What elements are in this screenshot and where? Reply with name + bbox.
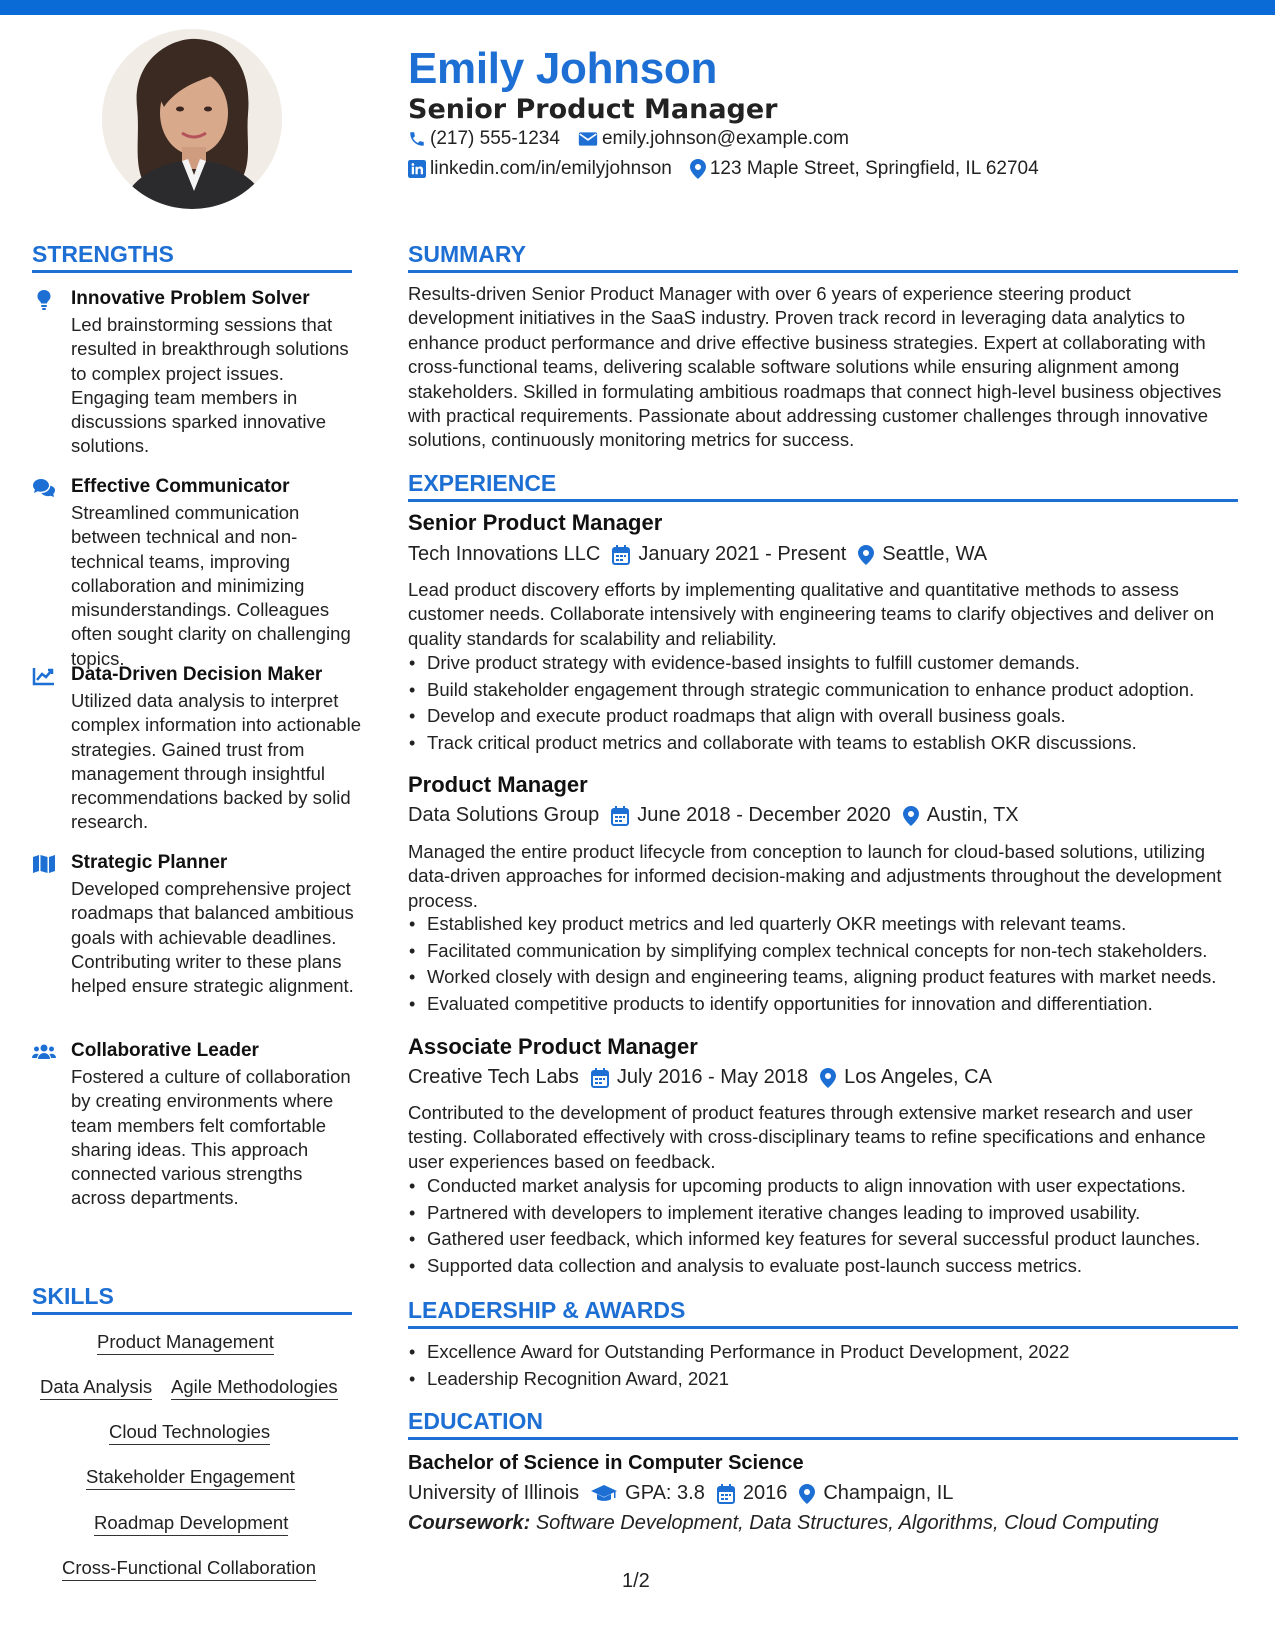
education-meta: [408, 1482, 953, 1505]
job-description: Contributed to the development of product features through extensive market research and user testing. Collaborated effectively with cross-disciplinary teams to refine specifications and enhance user experiences based on feedback.: [408, 1102, 1206, 1172]
chat-bubbles-icon: [32, 478, 56, 498]
strength-title: Data-Driven Decision Maker: [71, 664, 323, 685]
job-bullet: • Develop and execute product roadmaps that align with overall business goals.: [408, 704, 1258, 731]
strength-title: Innovative Problem Solver: [71, 288, 310, 309]
award-item: • Leadership Recognition Award, 2021: [408, 1367, 1258, 1394]
award-item: • Excellence Award for Outstanding Performance in Product Development, 2022: [408, 1340, 1258, 1367]
address-item: [690, 158, 1039, 180]
job-description: Lead product discovery efforts by implementing qualitative and quantitative methods to assess customer needs. Collaborate intensively with engineering teams to clarify objectives and deliver on quality standards for scalability and reliability.: [408, 579, 1215, 649]
awards-heading: LEADERSHIP & AWARDS: [408, 1297, 1238, 1329]
contact-row-1: [408, 128, 867, 150]
job-title: Senior Product Manager: [408, 510, 663, 535]
linkedin-icon: [408, 160, 426, 178]
job-description: Managed the entire product lifecycle from conception to launch for cloud-based solutions, utilizing data-driven approaches for informed decision-making and adjustments throughout the development process.: [408, 841, 1222, 911]
linkedin-item[interactable]: [408, 158, 672, 180]
job-location: Austin, TX: [926, 804, 1019, 826]
summary-heading: SUMMARY: [408, 241, 1238, 273]
strength-title: Collaborative Leader: [71, 1040, 259, 1061]
location-pin-icon: [820, 1068, 836, 1088]
job-bullet: • Build stakeholder engagement through strategic communication to enhance product adoption.: [408, 678, 1258, 705]
job-meta: [408, 1066, 992, 1089]
strength-title: Strategic Planner: [71, 852, 228, 873]
phone-text: (217) 555-1234: [430, 128, 560, 149]
phone-item[interactable]: [408, 128, 560, 150]
map-icon: [32, 854, 56, 874]
skill-tag: Cross-Functional Collaboration: [62, 1557, 316, 1581]
strength-description: Led brainstorming sessions that resulted in breakthrough solutions to complex project issues. Engaging team members in discussions sparked innovative solutions.: [71, 314, 349, 457]
degree: Bachelor of Science in Computer Science: [408, 1452, 804, 1474]
graduation-cap-icon: [591, 1485, 617, 1503]
job-bullets: [408, 1174, 1258, 1281]
strength-description: Utilized data analysis to interpret complex information into actionable strategies. Gained trust from management through insightful recommendations backed by solid research.: [71, 690, 361, 833]
company-name: Creative Tech Labs: [408, 1066, 579, 1088]
strength-description: Fostered a culture of collaboration by creating environments where team members felt comfortable sharing ideas. This approach connected various strengths across departments.: [71, 1066, 351, 1209]
job-location: Seattle, WA: [882, 543, 988, 565]
company-name: Data Solutions Group: [408, 804, 600, 826]
job-dates: June 2018 - December 2020: [637, 804, 891, 826]
skill-tag: Stakeholder Engagement: [86, 1466, 295, 1490]
job-bullet: • Supported data collection and analysis to evaluate post-launch success metrics.: [408, 1254, 1258, 1281]
skill-tag: Agile Methodologies: [171, 1376, 338, 1400]
coursework-label: Coursework:: [408, 1512, 531, 1534]
phone-icon: [408, 130, 426, 148]
top-accent-bar: [0, 0, 1275, 15]
strength-item: [32, 476, 352, 669]
school-name: University of Illinois: [408, 1482, 580, 1504]
strength-item: [32, 852, 352, 1022]
skill-tag: Product Management: [97, 1331, 274, 1355]
email-icon: [578, 131, 598, 147]
users-icon: [32, 1042, 56, 1062]
job-bullet: • Facilitated communication by simplifying complex technical concepts for non-tech stakeholders.: [408, 939, 1258, 966]
linkedin-text: linkedin.com/in/emilyjohnson: [430, 158, 672, 179]
line-chart-icon: [32, 666, 56, 686]
calendar-icon: [717, 1484, 735, 1504]
strength-description: Developed comprehensive project roadmaps that balanced ambitious goals with achievable deadlines. Contributing writer to these plans helped ensure strategic alignment.: [71, 878, 354, 997]
skill-tag: Cloud Technologies: [109, 1421, 270, 1445]
calendar-icon: [591, 1068, 609, 1088]
job-bullets: [408, 651, 1258, 758]
graduation-year: 2016: [742, 1482, 788, 1504]
job-bullet: • Worked closely with design and engineering teams, aligning product features with market needs.: [408, 965, 1258, 992]
skills-heading: SKILLS: [32, 1283, 352, 1315]
job-bullet: • Gathered user feedback, which informed key features for several successful product launches.: [408, 1227, 1258, 1254]
strengths-heading: STRENGTHS: [32, 241, 352, 273]
location-pin-icon: [799, 1484, 815, 1504]
strength-description: Streamlined communication between technical and non-technical teams, improving collaboration and minimizing misunderstandings. Colleagues often sought clarity on challenging topics.: [71, 502, 351, 669]
skill-tag: Data Analysis: [40, 1376, 152, 1400]
awards-list: [408, 1340, 1258, 1393]
location-pin-icon: [690, 159, 706, 179]
profile-photo: [102, 29, 282, 209]
job-bullet: • Track critical product metrics and collaborate with teams to establish OKR discussions.: [408, 731, 1258, 758]
company-name: Tech Innovations LLC: [408, 543, 601, 565]
coursework-list: Software Development, Data Structures, Algorithms, Cloud Computing: [535, 1512, 1159, 1534]
job-dates: January 2021 - Present: [638, 543, 847, 565]
calendar-icon: [612, 545, 630, 565]
page-number: 1/2: [622, 1570, 650, 1592]
calendar-icon: [611, 806, 629, 826]
job-title: Associate Product Manager: [408, 1034, 698, 1059]
job-bullet: • Evaluated competitive products to identify opportunities for innovation and differentiation.: [408, 992, 1258, 1019]
location-pin-icon: [903, 806, 919, 826]
job-dates: July 2016 - May 2018: [616, 1066, 809, 1088]
contact-row-2: [408, 158, 1057, 180]
job-bullet: • Conducted market analysis for upcoming products to align innovation with user expectations.: [408, 1174, 1258, 1201]
address-text: 123 Maple Street, Springfield, IL 62704: [709, 158, 1039, 179]
candidate-title: Senior Product Manager: [408, 94, 778, 125]
job-meta: [408, 804, 1019, 827]
lightbulb-icon: [32, 290, 56, 310]
email-text: emily.johnson@example.com: [601, 128, 849, 149]
job-title: Product Manager: [408, 772, 588, 797]
job-bullet: • Established key product metrics and led quarterly OKR meetings with relevant teams.: [408, 912, 1258, 939]
strength-title: Effective Communicator: [71, 476, 290, 497]
gpa: GPA: 3.8: [625, 1482, 705, 1504]
skill-tag: Roadmap Development: [94, 1512, 288, 1536]
job-location: Los Angeles, CA: [844, 1066, 992, 1088]
candidate-name: Emily Johnson: [408, 44, 718, 93]
job-bullet: • Partnered with developers to implement iterative changes leading to improved usability.: [408, 1201, 1258, 1228]
strength-item: [32, 288, 352, 458]
school-location: Champaign, IL: [823, 1482, 954, 1504]
summary-text: Results-driven Senior Product Manager with over 6 years of experience steering product development initiatives in the SaaS industry. Proven track record in leveraging data analytics to enhance product performance and drive effective business strategies. Expert at collaborating with cross-functional teams, delivering scalable software solutions while ensuring alignment among stakeholders. Skilled in formulating ambitious roadmaps that connect high-level business objectives with practical requirements. Passionate about addressing customer challenges through innovative solutions, continuously monitoring metrics for success.: [408, 283, 1222, 451]
location-pin-icon: [858, 545, 874, 565]
job-bullets: [408, 912, 1258, 1019]
experience-heading: EXPERIENCE: [408, 470, 1238, 502]
strength-item: [32, 664, 361, 834]
coursework: [408, 1512, 1159, 1535]
education-heading: EDUCATION: [408, 1408, 1238, 1440]
strength-item: [32, 1040, 352, 1230]
job-bullet: • Drive product strategy with evidence-based insights to fulfill customer demands.: [408, 651, 1258, 678]
job-meta: [408, 543, 987, 566]
email-item[interactable]: [578, 128, 849, 150]
